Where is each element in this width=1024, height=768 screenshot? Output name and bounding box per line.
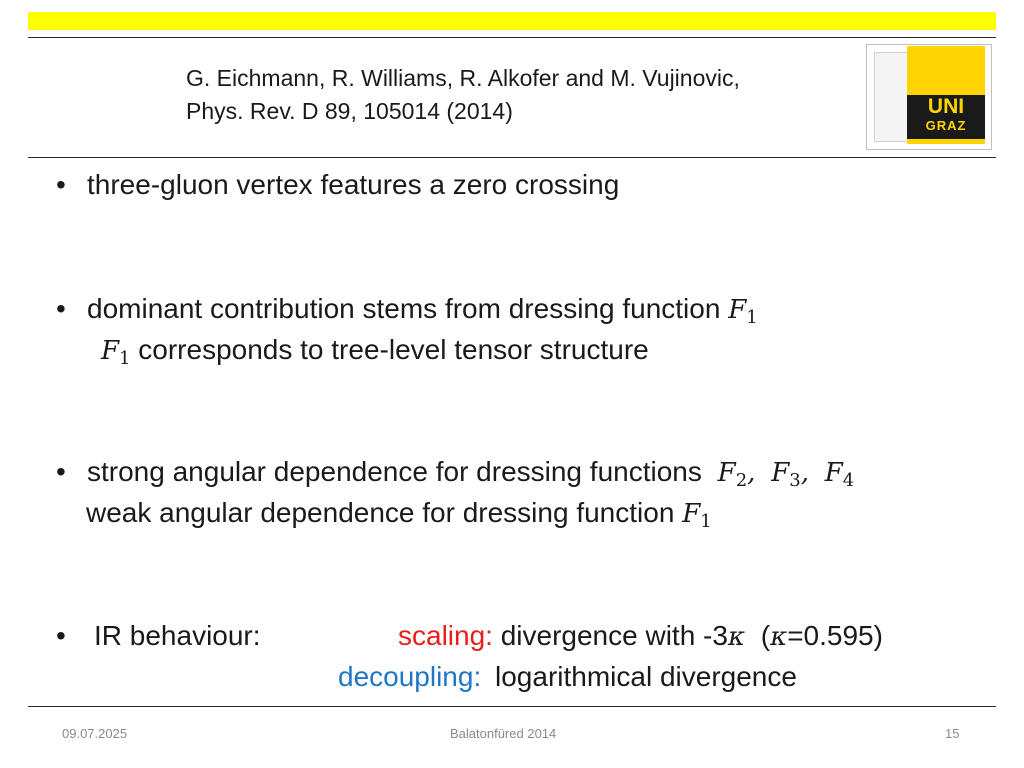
bullet-2-line-2: [101, 333, 649, 376]
header-top-rule: [28, 37, 996, 38]
top-accent-bar: [28, 12, 996, 30]
math-f1: [682, 499, 712, 532]
ir-scaling-line: [398, 619, 883, 654]
bullet-3-line-2-text: weak angular dependence for dressing function: [86, 497, 675, 528]
math-sub: 1: [119, 348, 131, 369]
bullet-1-text: three-gluon vertex features a zero crossing: [87, 169, 620, 200]
reference-journal: Phys. Rev. D 89, 105014 (2014): [186, 98, 513, 124]
scaling-text: divergence with -3: [500, 620, 728, 651]
math-kappa: κ: [770, 622, 788, 652]
decoupling-text: logarithmical divergence: [495, 661, 797, 692]
math-sub: 2: [735, 470, 748, 491]
bullet-2-line-1: [87, 292, 758, 335]
ir-behaviour-label: IR behaviour:: [94, 620, 261, 651]
math-f3: [771, 458, 809, 491]
bullet-2-line-1-text: dominant contribution stems from dressing function: [87, 293, 721, 324]
uni-graz-logo: [866, 44, 992, 150]
footer-event: Balatonfüred 2014: [450, 726, 557, 741]
math-f: F: [717, 458, 736, 488]
math-f: F: [682, 499, 701, 529]
math-comma: ,: [800, 458, 809, 488]
math-f2: [717, 458, 756, 491]
header-bottom-rule: [28, 157, 996, 158]
math-f1: [728, 295, 758, 328]
kappa-open-paren: (: [760, 620, 771, 651]
math-kappa: κ: [727, 622, 746, 652]
bullet-dot: •: [56, 620, 66, 651]
math-sub: 1: [700, 511, 712, 532]
kappa-value: =0.595): [787, 620, 883, 651]
bullet-dot: •: [56, 169, 66, 200]
bullet-2-line-2-text: corresponds to tree-level tensor structure: [138, 334, 649, 365]
math-f1: [101, 336, 131, 369]
reference-citation: [186, 62, 740, 128]
logo-text-graz: GRAZ: [925, 118, 967, 133]
footer-page-number: 15: [945, 726, 960, 741]
math-sub: 4: [842, 470, 855, 491]
math-f: F: [728, 295, 747, 325]
bullet-dot: •: [56, 293, 66, 324]
math-f4: [824, 458, 855, 491]
math-f: F: [824, 458, 843, 488]
math-f: F: [101, 336, 120, 366]
footer-rule: [28, 706, 996, 707]
bullet-dot: •: [56, 456, 66, 487]
decoupling-label: decoupling:: [338, 661, 482, 692]
scaling-label: scaling:: [398, 620, 493, 651]
math-f: F: [771, 458, 790, 488]
footer-date: 09.07.2025: [62, 726, 128, 741]
math-comma: ,: [747, 458, 756, 488]
bullet-3-line-1: [87, 455, 854, 498]
math-sub: 3: [789, 470, 801, 491]
bullet-3-line-2: [86, 496, 712, 539]
ir-decoupling-line: [338, 660, 797, 694]
bullet-3-line-1-text: strong angular dependence for dressing functions: [87, 456, 702, 487]
reference-authors: G. Eichmann, R. Williams, R. Alkofer and M. Vujinovic,: [186, 65, 740, 91]
math-sub: 1: [746, 307, 758, 328]
logo-text-uni: UNI: [927, 95, 965, 118]
